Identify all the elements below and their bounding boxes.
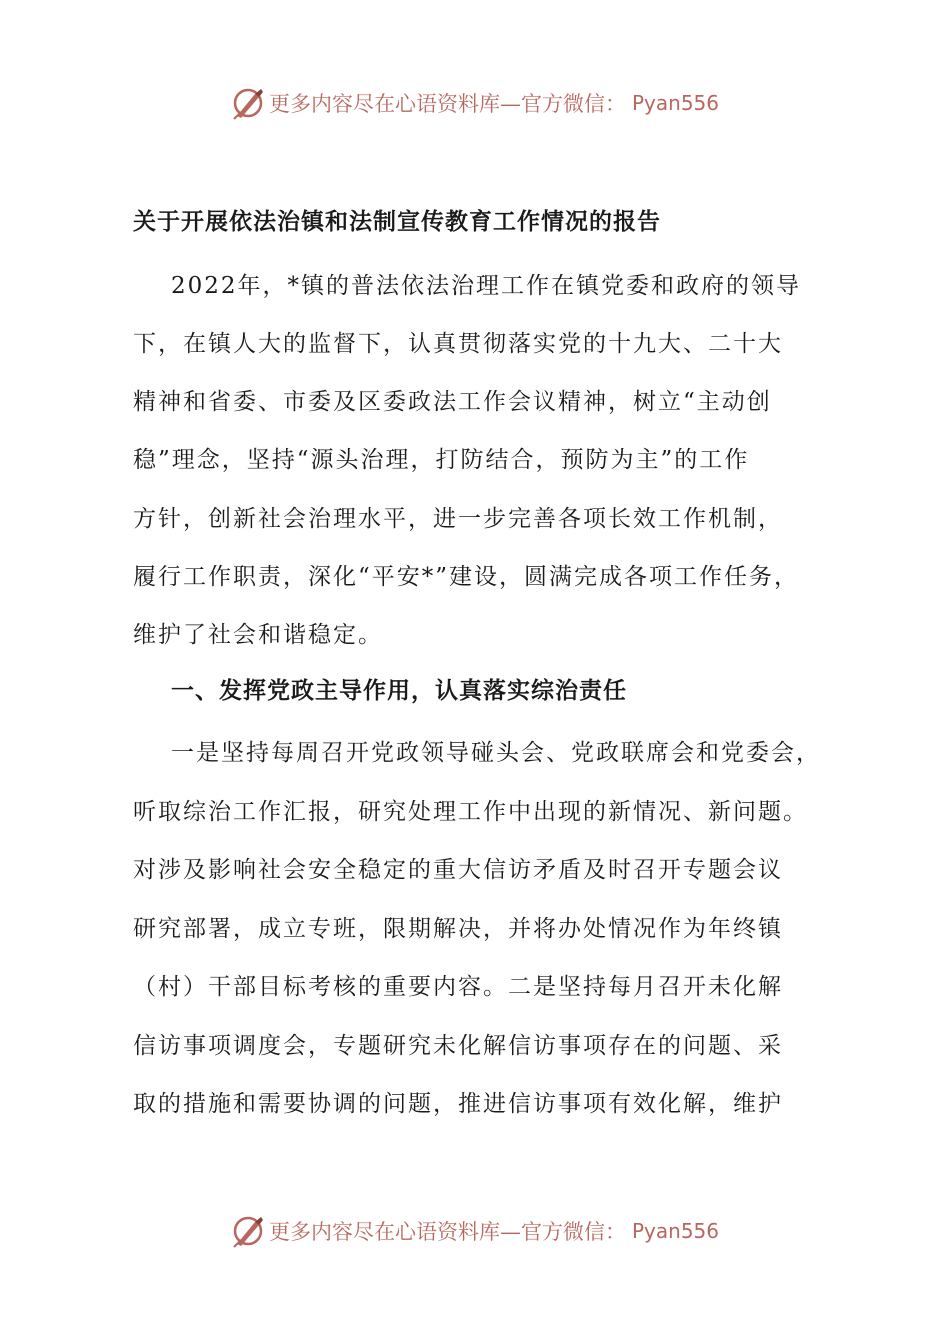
paragraph-line: 维护了社会和谐稳定。 (133, 622, 383, 648)
paragraph-line: 精神和省委、市委及区委政法工作会议精神，树立“主动创 (133, 389, 772, 415)
pen-logo-icon (231, 1214, 265, 1248)
pen-logo-icon (231, 86, 265, 120)
header-banner (0, 83, 950, 123)
header-banner-text: 更多内容尽在心语资料库—官方微信： (268, 92, 626, 116)
paragraph-line: 对涉及影响社会安全稳定的重大信访矛盾及时召开专题会议 (133, 857, 783, 883)
paragraph-line: 研究部署，成立专班，限期解决，并将办处情况作为年终镇 (133, 916, 783, 942)
paragraph-line: 2022年，*镇的普法依法治理工作在镇党委和政府的领导 (171, 273, 802, 299)
paragraph-line: 稳”理念，坚持“源头治理，打防结合，预防为主”的工作 (133, 447, 750, 473)
paragraph-line: 履行工作职责，深化“平安*”建设，圆满完成各项工作任务， (133, 564, 800, 590)
paragraph-line: 信访事项调度会，专题研究未化解信访事项存在的问题、采 (133, 1033, 783, 1059)
section-heading-1: 一、发挥党政主导作用，认真落实综治责任 (171, 677, 627, 704)
footer-banner (0, 1211, 950, 1251)
paragraph-line: 方针，创新社会治理水平，进一步完善各项长效工作机制， (133, 506, 783, 532)
paragraph-line: 一是坚持每周召开党政领导碰头会、党政联席会和党委会， (171, 740, 821, 766)
footer-banner-text: 更多内容尽在心语资料库—官方微信： (268, 1220, 626, 1244)
paragraph-line: 下，在镇人大的监督下，认真贯彻落实党的十九大、二十大 (133, 331, 783, 357)
document-title: 关于开展依法治镇和法制宣传教育工作情况的报告 (133, 208, 661, 235)
footer-wechat-id: Pyan556 (631, 1219, 719, 1243)
header-wechat-id: Pyan556 (631, 91, 719, 115)
paragraph-line: （村）干部目标考核的重要内容。二是坚持每月召开未化解 (133, 974, 783, 1000)
paragraph-line: 取的措施和需要协调的问题，推进信访事项有效化解，维护 (133, 1091, 783, 1117)
paragraph-line: 听取综治工作汇报，研究处理工作中出现的新情况、新问题。 (133, 799, 808, 825)
